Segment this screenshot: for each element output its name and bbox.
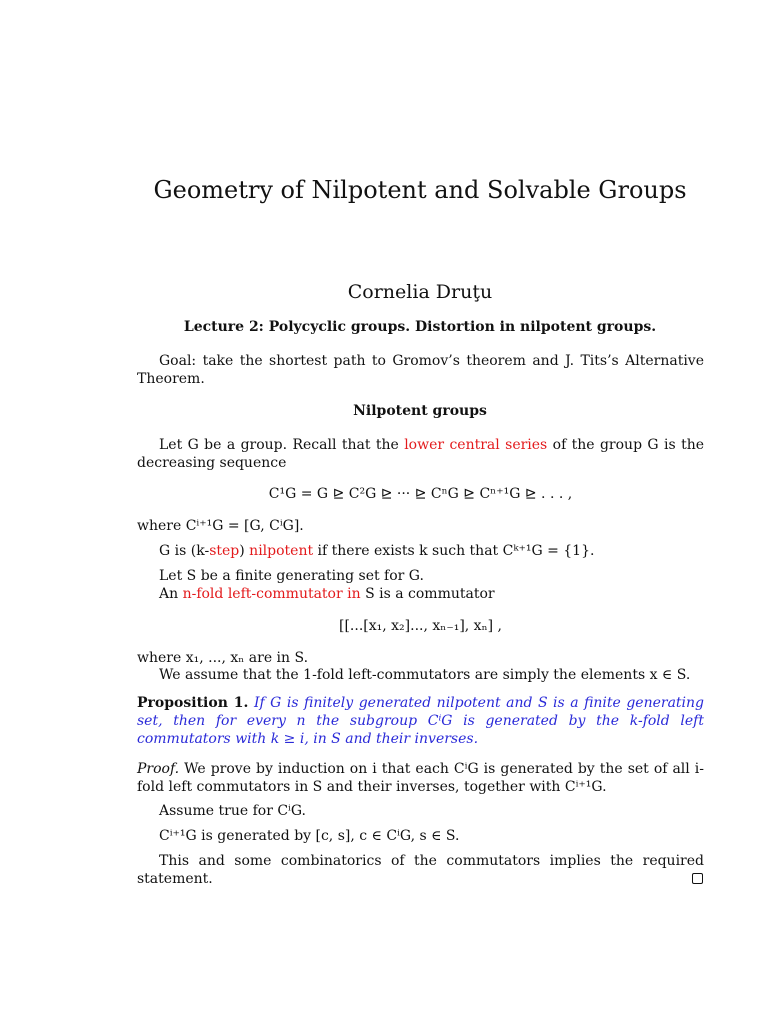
- goal-paragraph: Goal: take the shortest path to Gromov’s theorem and J. Tits’s Alternative Theorem.: [137, 353, 704, 387]
- proof-text: We prove by induction on i that each CⁱG is generated by the set of all i-fold left commutators in S and their inverses, together with Cⁱ⁺¹G.: [137, 761, 704, 795]
- step-link[interactable]: step: [209, 543, 240, 559]
- nilpotent-definition: [137, 542, 704, 560]
- left-commutator-definition: [137, 585, 704, 603]
- combinatorics-line: This and some combinatorics of the commutators implies the required statement.: [137, 853, 704, 887]
- where-commutator-definition: where Cⁱ⁺¹G = [G, CⁱG].: [137, 518, 304, 534]
- nilpotent-link[interactable]: nilpotent: [249, 543, 314, 559]
- nilpotent-text-mid: ): [239, 543, 250, 559]
- commutator-text-before: An: [159, 586, 183, 602]
- nilpotent-text-before: G is (k-: [159, 543, 210, 559]
- qed-box-icon: [692, 873, 703, 884]
- lower-central-series-link[interactable]: lower central series: [404, 437, 548, 453]
- commutator-text-after: S is a commutator: [360, 586, 495, 602]
- document-title: Geometry of Nilpotent and Solvable Groups: [153, 176, 687, 204]
- section-title: Nilpotent groups: [353, 403, 487, 419]
- proof-label: Proof.: [137, 761, 180, 777]
- where-elements-in-s: where x₁, ..., xₙ are in S.: [137, 650, 309, 666]
- series-equation: C¹G = G ⊵ C²G ⊵ ··· ⊵ CⁿG ⊵ Cⁿ⁺¹G ⊵ . . . ,: [268, 486, 573, 502]
- proposition-label: Proposition 1.: [137, 695, 249, 711]
- one-fold-assumption: We assume that the 1-fold left-commutators are simply the elements x ∈ S.: [159, 667, 691, 683]
- lecture-heading: Lecture 2: Polycyclic groups. Distortion in nilpotent groups.: [183, 319, 657, 335]
- lower-central-series-paragraph: [137, 436, 704, 472]
- proof-block: [137, 760, 704, 796]
- nilpotent-text-after: if there exists k such that Cᵏ⁺¹G = {1}.: [313, 543, 595, 559]
- generated-by-line: Cⁱ⁺¹G is generated by [c, s], c ∈ CⁱG, s ∈ S.: [159, 828, 460, 844]
- author-name: Cornelia Druţu: [347, 281, 493, 303]
- finite-generating-set-line: Let S be a finite generating set for G.: [159, 568, 424, 584]
- assume-true-line: Assume true for CⁱG.: [159, 803, 306, 819]
- commutator-equation: [[...[x₁, x₂]..., xₙ₋₁], xₙ] ,: [339, 618, 502, 634]
- proposition-block: [137, 694, 704, 748]
- lcs-text-before: Let G be a group. Recall that the: [159, 437, 405, 453]
- left-commutator-link[interactable]: n-fold left-commutator in: [182, 586, 361, 602]
- lcs-text-after: of the group G is the decreasing sequence: [137, 437, 704, 471]
- proposition-text: If G is finitely generated nilpotent and S is a finite generating set, then for every n the subgroup CⁱG is generated by the k-fold left commutators with k ≥ i, in S and their inverses.: [137, 695, 705, 747]
